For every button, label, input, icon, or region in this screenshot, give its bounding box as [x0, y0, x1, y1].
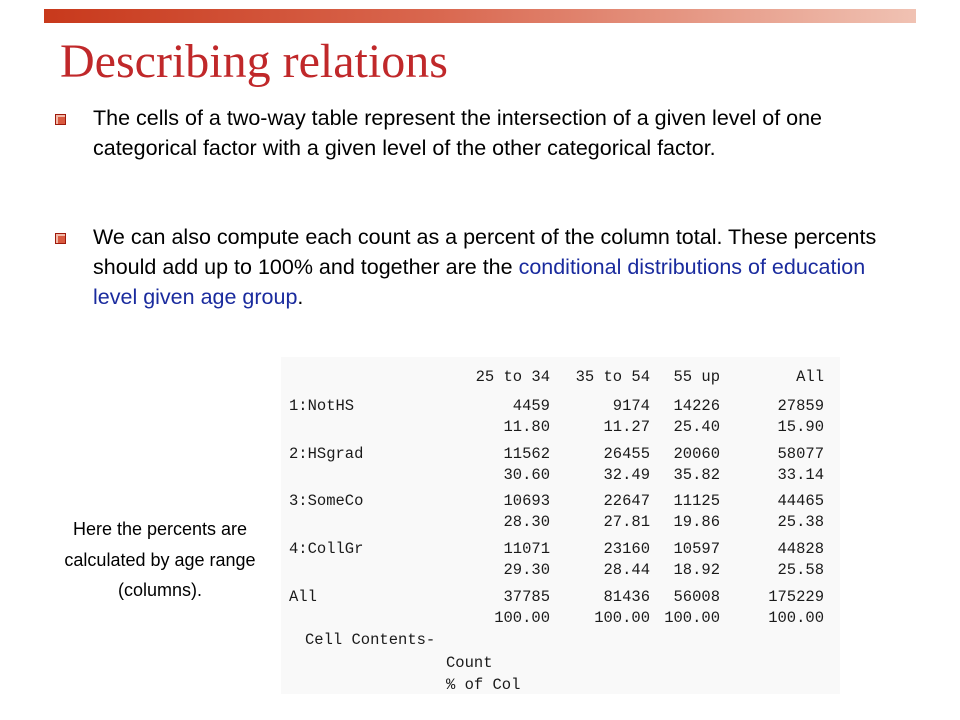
bullet-item-2: [55, 222, 885, 312]
percent-cell: 30.60: [503, 466, 550, 484]
row-label: All: [289, 588, 317, 606]
percent-cell: 100.00: [664, 609, 720, 627]
count-cell: 11562: [503, 445, 550, 463]
percent-cell: 35.82: [673, 466, 720, 484]
count-cell: 44465: [777, 492, 824, 510]
count-cell: 10597: [673, 540, 720, 558]
percent-cell: 25.40: [673, 418, 720, 436]
slide-title: Describing relations: [60, 35, 448, 88]
count-cell: 37785: [503, 588, 550, 606]
two-way-table-output: [281, 357, 840, 694]
bullet-text-2-end: .: [297, 285, 304, 309]
percent-cell: 18.92: [673, 561, 720, 579]
bullet-text-2: [93, 222, 885, 312]
percent-cell: 100.00: [594, 609, 650, 627]
cell-contents-label: Cell Contents-: [305, 631, 436, 649]
percent-cell: 29.30: [503, 561, 550, 579]
count-cell: 14226: [673, 397, 720, 415]
count-cell: 4459: [512, 397, 550, 415]
conditional-distribution-highlight: conditional distributions of education level given age group: [93, 255, 866, 309]
side-note: Here the percents are calculated by age range (columns).: [64, 519, 256, 600]
percent-cell: 28.44: [603, 561, 650, 579]
percent-cell: 33.14: [777, 466, 824, 484]
percent-cell: 11.80: [503, 418, 550, 436]
percent-cell: 28.30: [503, 513, 550, 531]
cell-contents-percent: % of Col: [446, 676, 521, 694]
count-cell: 22647: [603, 492, 650, 510]
bullet-text-1: The cells of a two-way table represent the intersection of a given level of one categorical factor with a given level of the other categorical factor.: [93, 106, 823, 160]
bullet-text-2-start: We can also compute each count as a percent of the column total. These percents should add up to 100% and together are the: [93, 225, 877, 279]
square-bullet-icon: [55, 114, 66, 125]
column-header: 35 to 54: [575, 368, 650, 386]
cell-contents-count: Count: [446, 654, 493, 672]
percent-cell: 15.90: [777, 418, 824, 436]
percent-cell: 11.27: [603, 418, 650, 436]
column-header: 55 up: [673, 368, 720, 386]
count-cell: 10693: [503, 492, 550, 510]
count-cell: 58077: [777, 445, 824, 463]
column-header: 25 to 34: [475, 368, 550, 386]
percent-cell: 100.00: [768, 609, 824, 627]
count-cell: 9174: [612, 397, 650, 415]
percent-cell: 19.86: [673, 513, 720, 531]
count-cell: 11125: [673, 492, 720, 510]
count-cell: 44828: [777, 540, 824, 558]
percent-cell: 25.58: [777, 561, 824, 579]
count-cell: 81436: [603, 588, 650, 606]
square-bullet-icon: [55, 233, 66, 244]
row-label: 3:SomeCo: [289, 492, 364, 510]
count-cell: 175229: [768, 588, 824, 606]
count-cell: 23160: [603, 540, 650, 558]
percent-cell: 100.00: [494, 609, 550, 627]
count-cell: 11071: [503, 540, 550, 558]
count-cell: 20060: [673, 445, 720, 463]
percent-cell: 25.38: [777, 513, 824, 531]
row-label: 2:HSgrad: [289, 445, 364, 463]
count-cell: 27859: [777, 397, 824, 415]
row-label: 4:CollGr: [289, 540, 364, 558]
top-accent-bar: [44, 9, 916, 23]
count-cell: 56008: [673, 588, 720, 606]
percent-cell: 27.81: [603, 513, 650, 531]
count-cell: 26455: [603, 445, 650, 463]
percent-cell: 32.49: [603, 466, 650, 484]
column-header: All: [796, 368, 824, 386]
bullet-item-1: [55, 103, 885, 163]
row-label: 1:NotHS: [289, 397, 355, 415]
